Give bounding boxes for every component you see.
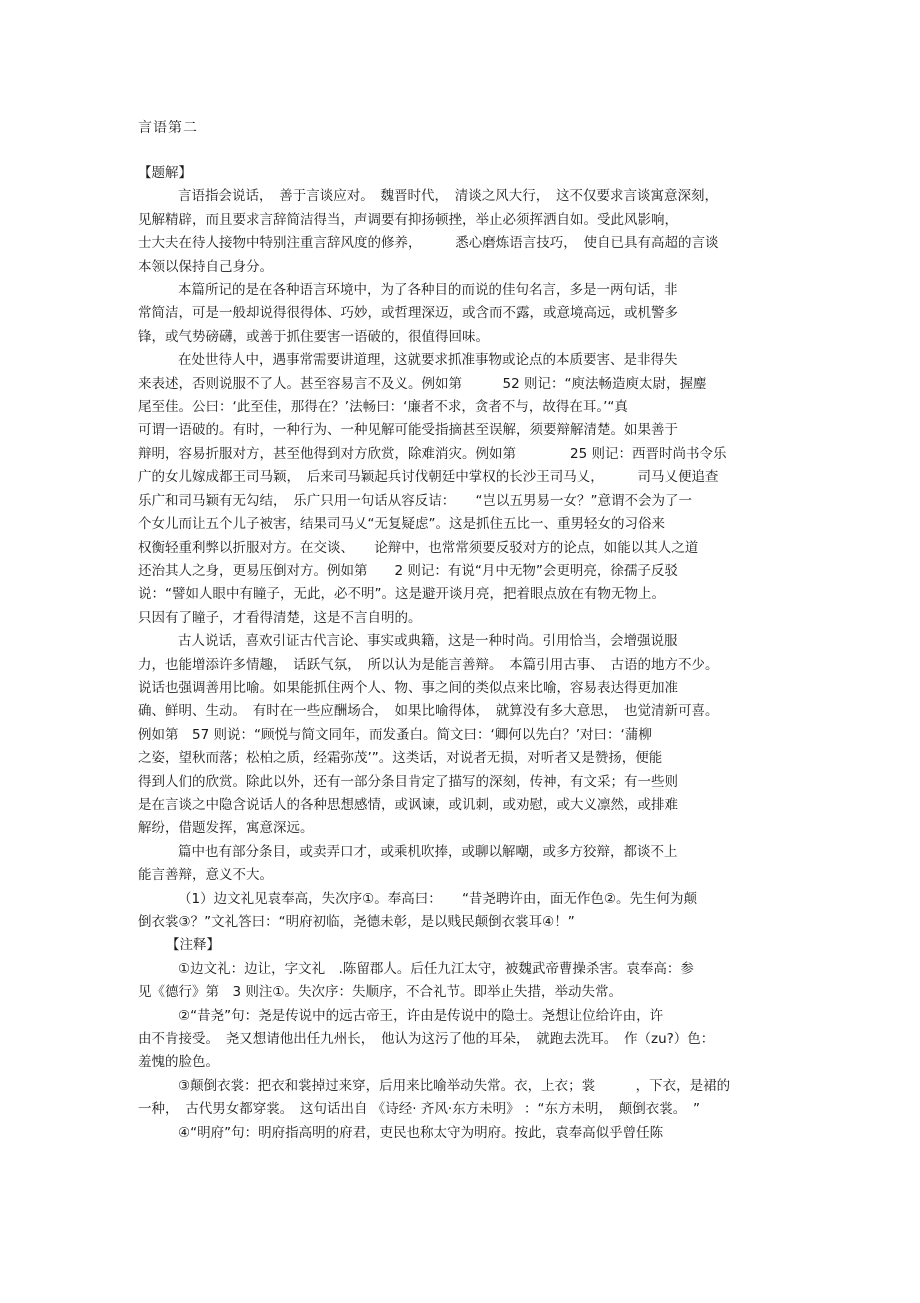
paragraph-line: 是在言谈之中隐含说话人的各种思想感情，或讽谏，或讥刺，或劝慰，或大义凛然，或排难 [138,796,678,813]
note-line: ②“昔尧”句：尧是传说中的远古帝王，许由是传说中的隐士。尧想让位给许由，许 [178,1007,664,1024]
paragraph-line: 古人说话，喜欢引证古代言论、事实或典籍，这是一种时尚。引用恰当，会增强说服 [178,633,678,650]
note-line: ①边文礼：边让，字文礼 .陈留郡人。后任九江太守，被魏武帝曹操杀害。袁奉高：参 [178,960,694,977]
paragraph-line: 权衡轻重利弊以折服对方。在交谈、 论辩中，也常常须要反驳对方的论点，如能以其人之道 [138,539,699,556]
paragraph-line: 说话也强调善用比喻。如果能抓住两个人、物、事之间的类似点来比喻，容易表达得更加准 [138,679,678,696]
paragraph-line: 能言善辩，意义不大。 [138,867,273,884]
paragraph-line: 解纷，借题发挥，寓意深远。 [138,820,314,837]
paragraph-line: 常简洁，可是一般却说得很得体、巧妙，或哲理深迈，或含而不露，或意境高远，或机警多 [138,305,678,322]
paragraph-line: 说：“譬如人眼中有瞳子，无此，必不明”。这是避开谈月亮，把着眼点放在有物无物上。 [138,586,665,603]
paragraph-line: 例如第 57 则说：“顾悦与简文同年，而发蚤白。简文曰：‘卿何以先白？’对曰：‘蒲柳 [138,726,652,743]
paragraph-line: 锋，或气势磅礴，或善于抓住要害一语破的，很值得回味。 [138,328,489,345]
paragraph-line: 力，也能增添许多情趣， 话跃气氛， 所以认为是能言善辩。 本篇引用古事、 古语的地方不少。 [138,656,719,673]
paragraph-line: 只因有了瞳子，才看得清楚，这是不言自明的。 [138,609,422,626]
paragraph-line: 本篇所记的是在各种语言环境中，为了各种目的而说的佳句名言，多是一两句话，非 [178,282,678,299]
paragraph-line: 在处世待人中，遇事常需要讲道理，这就要求抓准事物或论点的本质要害、是非得失 [178,352,678,369]
paragraph-line: 还治其人之身，更易压倒对方。例如第 2 则记：有说“月中无物”会更明亮，徐孺子反驳 [138,562,678,579]
paragraph-line: 之姿，望秋而落；松柏之质，经霜弥茂’”。这类话，对说者无损，对听者又是赞扬，便能 [138,750,663,767]
paragraph-line: 广的女儿嫁成都王司马颖， 后来司马颖起兵讨伐朝廷中掌权的长沙王司马乂， 司马乂便追查 [138,469,719,486]
note-line: ④“明府”句：明府指高明的府君，吏民也称太守为明府。按此，袁奉高似乎曾任陈 [178,1124,664,1141]
note-line: 羞愧的脸色。 [138,1054,219,1071]
paragraph-line: 士大夫在待人接物中特别注重言辞风度的修养， 悉心磨炼语言技巧， 使自已具有高超的言谈 [138,235,719,252]
paragraph-line: 辩明，容易折服对方，甚至他得到对方欣赏，除难消灾。例如第 25 则记：西晋时尚书令乐 [138,445,727,462]
paragraph-line: 本领以保持自己身分。 [138,258,273,275]
document-title: 言语第二 [138,120,198,136]
note-line: ③颠倒衣裳：把衣和裳掉过来穿，后用来比喻举动失常。衣，上衣；裳 ，下衣，是裙的 [178,1077,731,1094]
paragraph-line: 尾至佳。公曰：‘此至佳，那得在？’法畅曰：‘廉者不求，贪者不与，故得在耳。’“真 [138,399,628,416]
paragraph-line: 篇中也有部分条目，或卖弄口才，或乘机吹捧，或聊以解嘲，或多方狡辩，都谈不上 [178,843,678,860]
paragraph-line: 个女儿而让五个儿子被害，结果司马乂“无复疑虑”。这是抓住五比一、重男轻女的习俗来 [138,516,665,533]
section-heading-zhushi: 【注释】 [166,937,220,954]
passage-line: 倒衣裳③？”文礼答曰：“明府初临，尧德未彰，是以贱民颠倒衣裳耳④！” [138,914,575,930]
paragraph-line: 得到人们的欣赏。除此以外，还有一部分条目肯定了描写的深刻，传神，有文采；有一些则 [138,773,678,790]
paragraph-line: 来表述，否则说服不了人。甚至容易言不及义。例如第 52 则记：“庾法畅造庾太尉，握麈 [138,375,707,392]
note-line: 见《德行》第 3 则注①。失次序：失顺序，不合礼节。即举止失措，举动失常。 [138,984,622,1001]
paragraph-line: 见解精辟，而且要求言辞简洁得当，声调要有抑扬顿挫，举止必须挥洒自如。受此风影响， [138,211,678,228]
note-line: 一种， 古代男女都穿裳。 这句话出自 《诗经· 齐风·东方未明》 ：“东方未明， 颠倒衣裳。 ” [138,1101,700,1118]
paragraph-line: 确、鲜明、生动。 有时在一些应酬场合， 如果比喻得体， 就算没有多大意思， 也觉清新可喜。 [138,703,719,720]
note-line: 由不肯接受。 尧又想请他出任九州长， 他认为这污了他的耳朵， 就跑去洗耳。 作（zu?）色： [138,1031,715,1048]
paragraph-line: 言语指会说话， 善于言谈应对。 魏晋时代， 清谈之风大行， 这不仅要求言谈寓意深刻， [178,188,718,205]
paragraph-line: 可谓一语破的。有时，一种行为、一种见解可能受指摘甚至误解，须要辩解清楚。如果善于 [138,422,678,439]
document-body [138,162,778,1145]
paragraph-line: 乐广和司马颖有无勾结， 乐广只用一句话从容反诘： “岂以五男易一女？”意谓不会为了一 [138,492,692,509]
passage-line: （1）边文礼见袁奉高，失次序①。奉高曰： “昔尧聘许由，面无作色②。先生何为颠 [178,890,698,907]
section-heading-tijie: 【题解】 [138,165,192,181]
